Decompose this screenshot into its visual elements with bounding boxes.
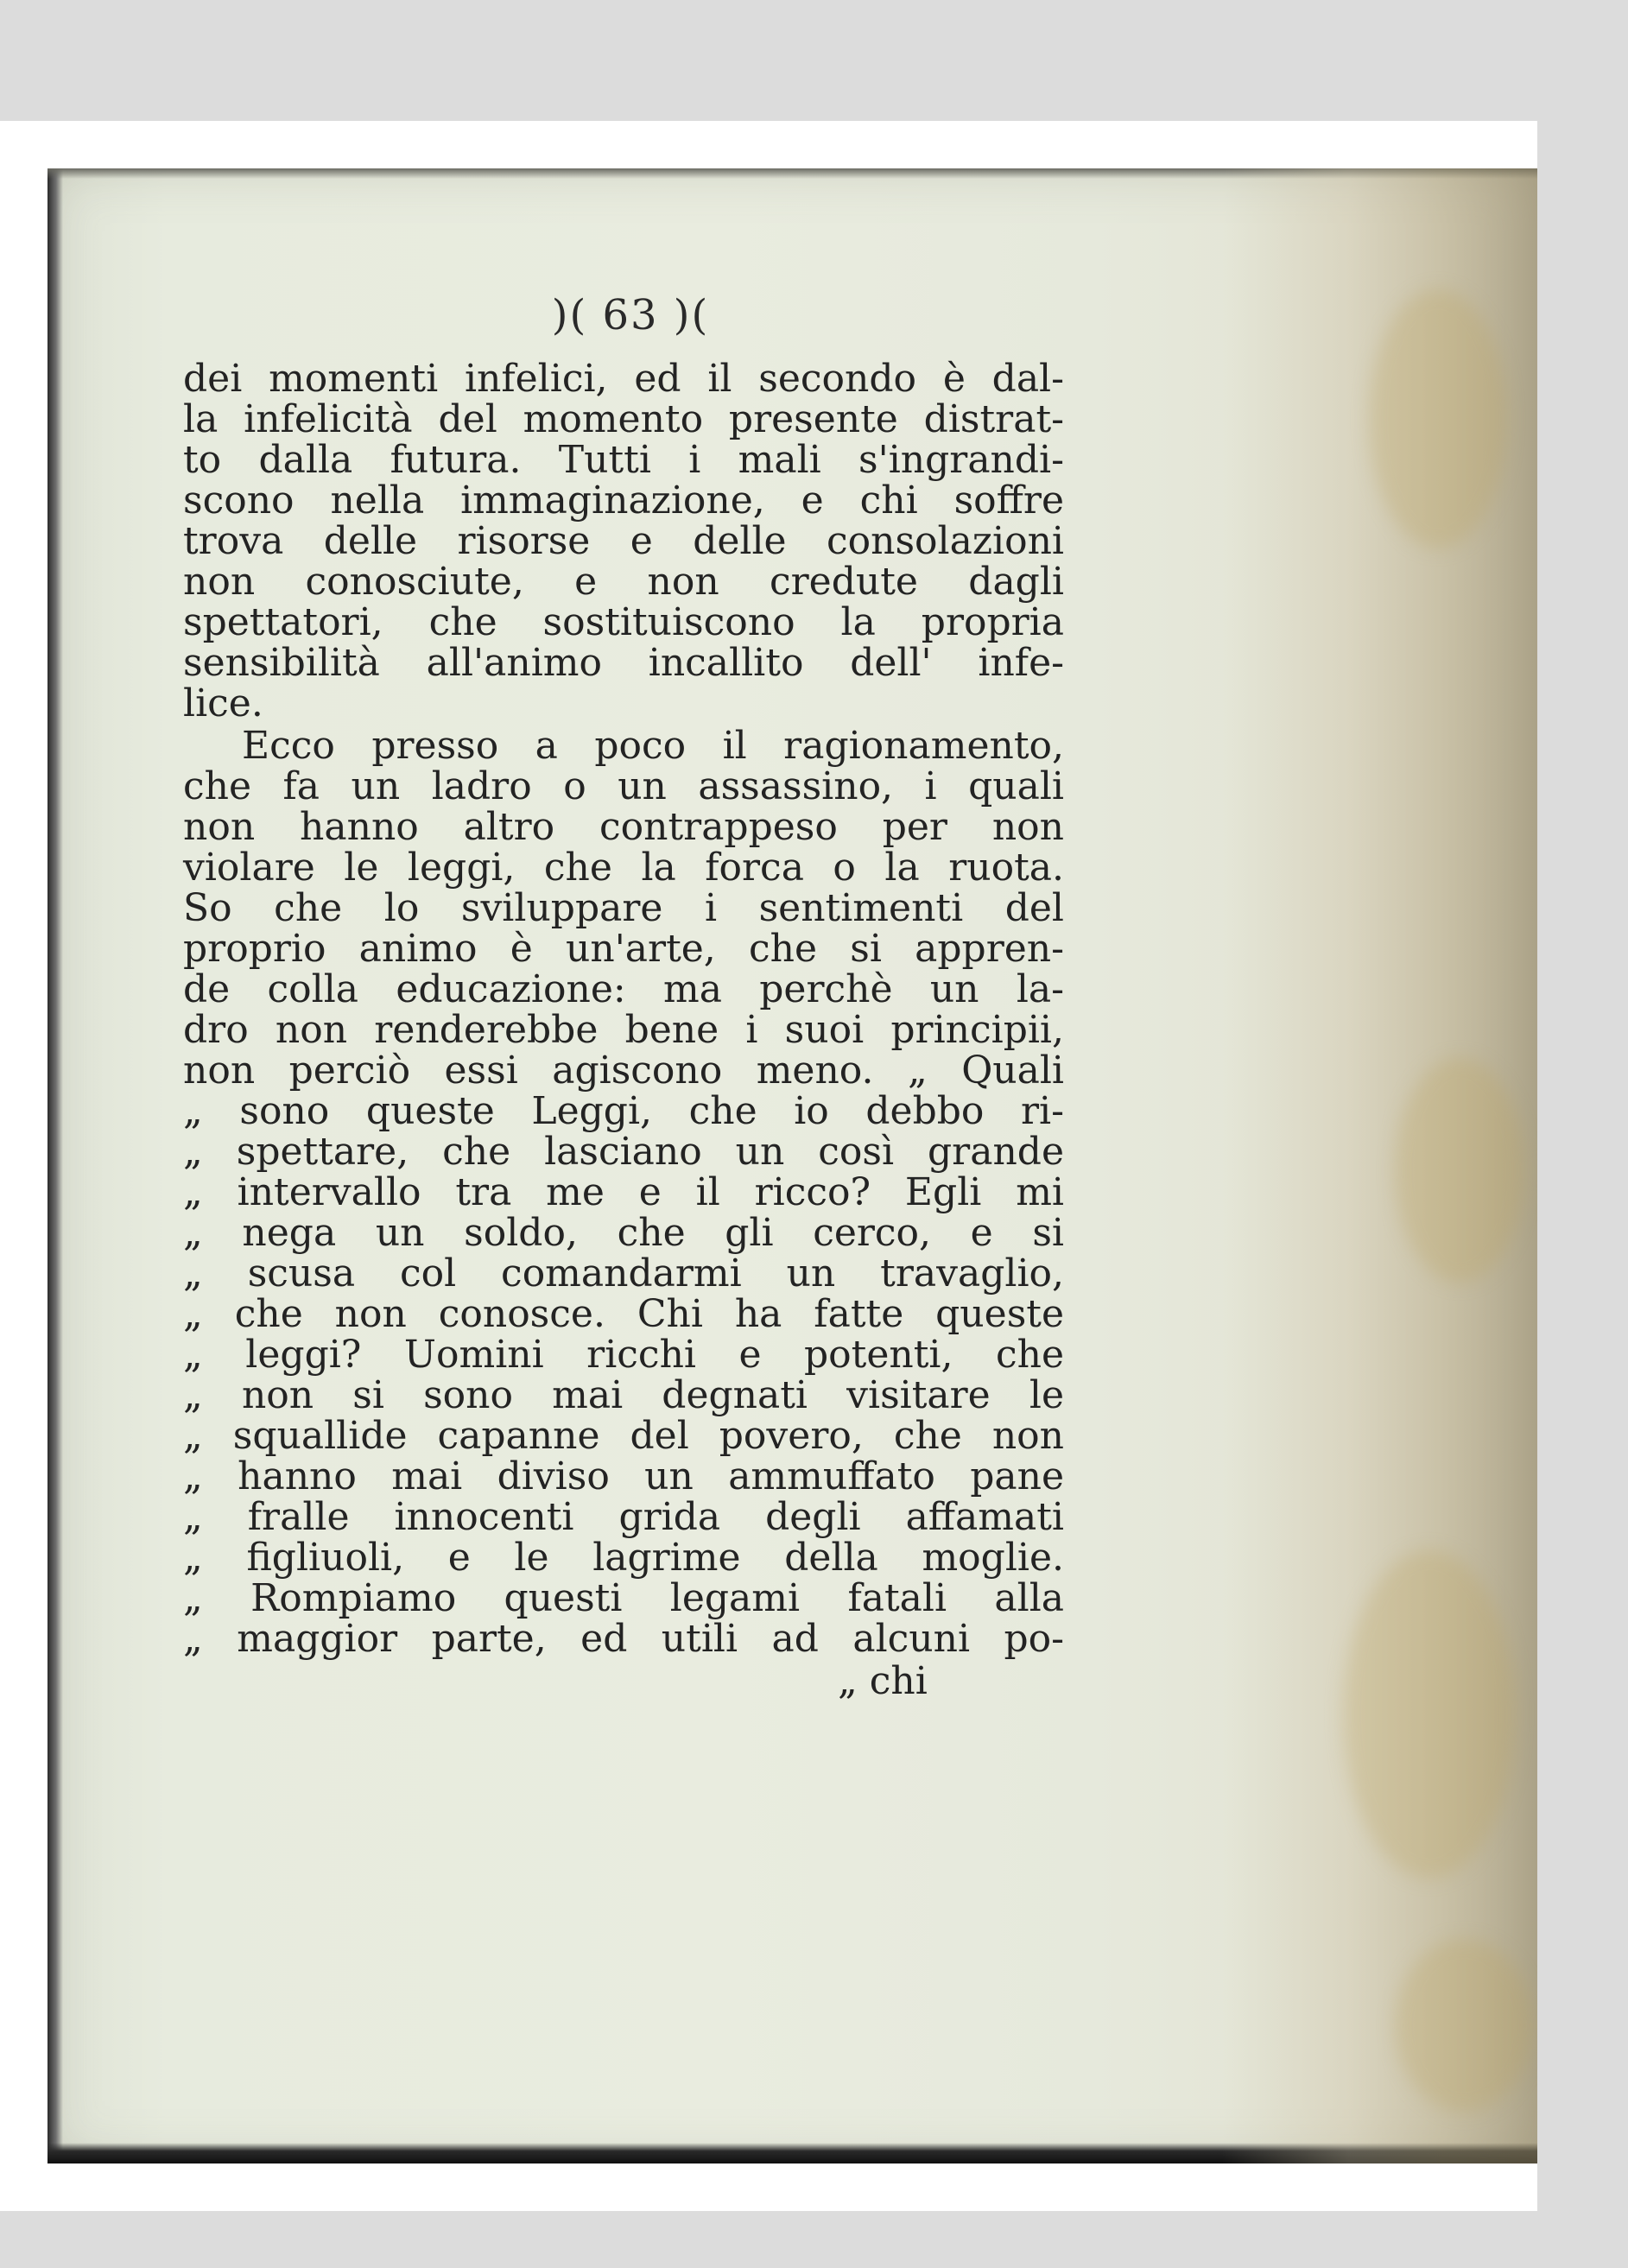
text-line: lice. [183,681,263,725]
text-line: non perciò essi agiscono meno. „ Quali [183,1048,1064,1093]
text-line: „ fralle innocenti grida degli affamati [183,1495,1064,1539]
text-line: „ leggi? Uomini ricchi e potenti, che [183,1333,1064,1377]
text-line: to dalla futura. Tutti i mali s'ingrandi- [183,438,1064,482]
paper-stain [1395,1058,1524,1283]
text-line: „ intervallo tra me e il ricco? Egli mi [183,1170,1064,1214]
text-line: de colla educazione: ma perchè un la- [183,967,1064,1011]
text-line: „ scusa col comandarmi un travaglio, [183,1251,1064,1296]
text-line: non conosciute, e non credute dagli [183,560,1064,604]
text-line: la infelicità del momento presente distrat- [183,397,1064,441]
text-line: So che lo sviluppare i sentimenti del [183,886,1064,930]
text-line: che fa un ladro o un assassino, i quali [183,764,1064,808]
text-line: „ maggior parte, ed utili ad alcuni po- [183,1617,1064,1661]
paper-stain [1369,289,1507,548]
text-line: trova delle risorse e delle consolazioni [183,519,1064,563]
text-line: „ Rompiamo questi legami fatali alla [183,1576,1064,1620]
paper-stain [1395,1939,1533,2112]
text-line: dei momenti infelici, ed il secondo è dal- [183,357,1064,401]
text-line: dro non renderebbe bene i suoi principii, [183,1008,1064,1052]
text-line: non hanno altro contrappeso per non [183,805,1064,849]
text-line: „ sono queste Leggi, che io debbo ri- [183,1089,1064,1133]
text-line: violare le leggi, che la forca o la ruota. [183,846,1064,890]
text-line: „ hanno mai diviso un ammuffato pane [183,1454,1064,1498]
text-line: „ spettare, che lasciano un così grande [183,1130,1064,1174]
catchword: „ chi [838,1659,928,1703]
text-line: „ nega un soldo, che gli cerco, e si [183,1211,1064,1255]
text-line: „ figliuoli, e le lagrime della moglie. [183,1536,1064,1580]
text-line: sensibilità all'animo incallito dell' infe- [183,641,1064,685]
book-page [48,168,1537,2163]
page-spine-shadow [48,168,63,2163]
text-line: „ che non conosce. Chi ha fatte queste [183,1292,1064,1336]
text-line: „ non si sono mai degnati visitare le [183,1373,1064,1417]
text-line: proprio animo è un'arte, che si appren- [183,927,1064,971]
text-line: scono nella immaginazione, e chi soffre [183,478,1064,523]
paper-stain [1343,1550,1516,1878]
text-line: spettatori, che sostituiscono la propria [183,600,1064,644]
text-line: „ squallide capanne del povero, che non [183,1414,1064,1458]
text-line: Ecco presso a poco il ragionamento, [242,724,1064,768]
page-number: )( 63 )( [551,291,710,339]
